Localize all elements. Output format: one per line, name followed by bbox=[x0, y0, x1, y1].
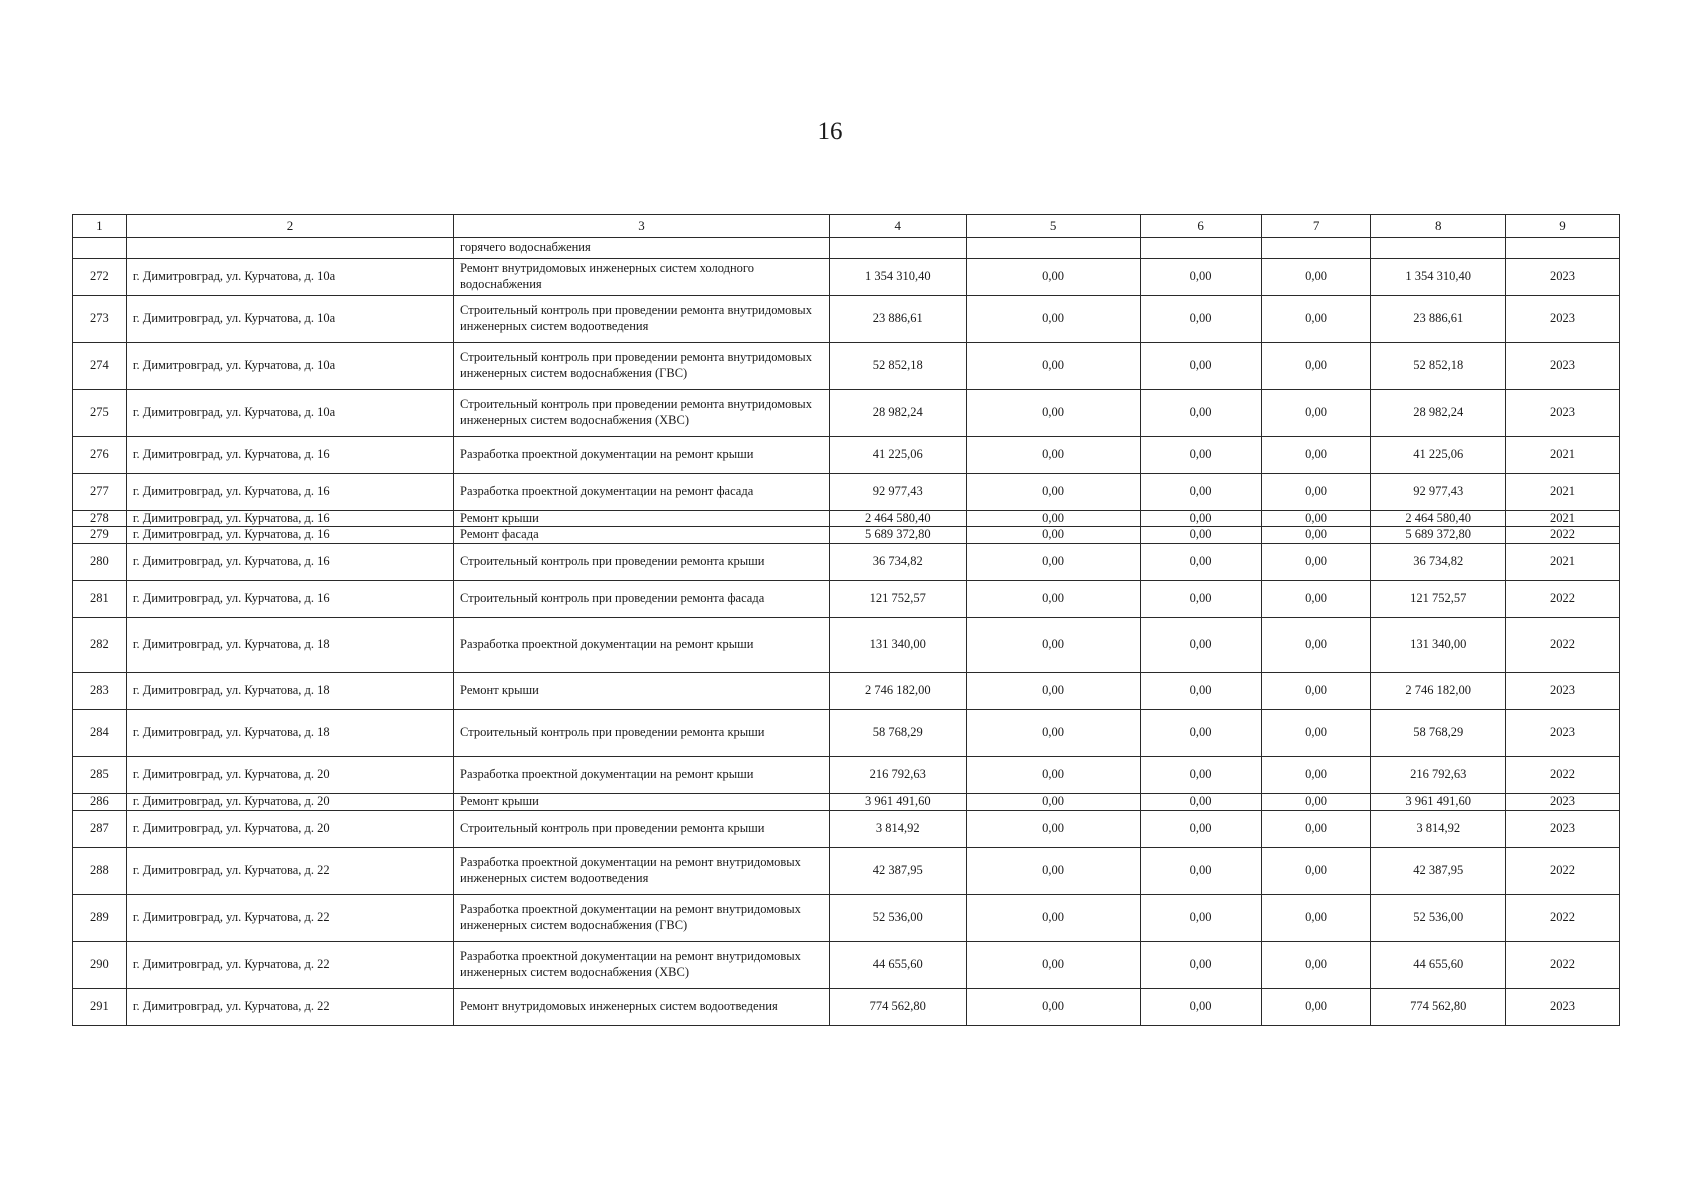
cell-col5: 0,00 bbox=[966, 580, 1140, 617]
cell-col5: 0,00 bbox=[966, 941, 1140, 988]
cell-col4: 28 982,24 bbox=[829, 389, 966, 436]
cell-col4: 23 886,61 bbox=[829, 295, 966, 342]
cell-work: Разработка проектной документации на ремонт внутридомовых инженерных систем водоотведения bbox=[454, 847, 830, 894]
cell-address: г. Димитровград, ул. Курчатова, д. 22 bbox=[126, 894, 453, 941]
cell-col6: 0,00 bbox=[1140, 258, 1261, 295]
cell-col5: 0,00 bbox=[966, 389, 1140, 436]
cell-col6: 0,00 bbox=[1140, 617, 1261, 672]
cell-num: 273 bbox=[73, 295, 127, 342]
capital-repair-table bbox=[72, 214, 1620, 1026]
cell-col4: 52 852,18 bbox=[829, 342, 966, 389]
cell-col5: 0,00 bbox=[966, 894, 1140, 941]
cell-col6: 0,00 bbox=[1140, 793, 1261, 810]
cell-col7: 0,00 bbox=[1261, 672, 1371, 709]
col-header-2: 2 bbox=[126, 215, 453, 238]
cell-address bbox=[126, 238, 453, 259]
col-header-4: 4 bbox=[829, 215, 966, 238]
cell-col8 bbox=[1371, 238, 1506, 259]
table-row bbox=[73, 473, 1620, 510]
col-header-5: 5 bbox=[966, 215, 1140, 238]
cell-col4: 58 768,29 bbox=[829, 709, 966, 756]
table-row bbox=[73, 672, 1620, 709]
cell-address: г. Димитровград, ул. Курчатова, д. 18 bbox=[126, 672, 453, 709]
cell-address: г. Димитровград, ул. Курчатова, д. 16 bbox=[126, 527, 453, 544]
cell-col5: 0,00 bbox=[966, 510, 1140, 527]
cell-num: 278 bbox=[73, 510, 127, 527]
cell-col6: 0,00 bbox=[1140, 527, 1261, 544]
cell-year: 2023 bbox=[1506, 342, 1620, 389]
table-row bbox=[73, 342, 1620, 389]
cell-col4: 774 562,80 bbox=[829, 988, 966, 1025]
cell-address: г. Димитровград, ул. Курчатова, д. 22 bbox=[126, 988, 453, 1025]
col-header-7: 7 bbox=[1261, 215, 1371, 238]
table-row bbox=[73, 580, 1620, 617]
table-row bbox=[73, 510, 1620, 527]
table-row bbox=[73, 389, 1620, 436]
cell-address: г. Димитровград, ул. Курчатова, д. 20 bbox=[126, 810, 453, 847]
cell-col8: 3 814,92 bbox=[1371, 810, 1506, 847]
cell-year: 2023 bbox=[1506, 709, 1620, 756]
cell-work: Разработка проектной документации на ремонт внутридомовых инженерных систем водоснабжения (ХВС) bbox=[454, 941, 830, 988]
cell-col6: 0,00 bbox=[1140, 709, 1261, 756]
cell-work: Ремонт внутридомовых инженерных систем водоотведения bbox=[454, 988, 830, 1025]
cell-col8: 23 886,61 bbox=[1371, 295, 1506, 342]
cell-col6 bbox=[1140, 238, 1261, 259]
cell-col4: 2 464 580,40 bbox=[829, 510, 966, 527]
cell-num: 283 bbox=[73, 672, 127, 709]
table-row bbox=[73, 847, 1620, 894]
cell-address: г. Димитровград, ул. Курчатова, д. 20 bbox=[126, 793, 453, 810]
cell-num: 277 bbox=[73, 473, 127, 510]
cell-address: г. Димитровград, ул. Курчатова, д. 16 bbox=[126, 580, 453, 617]
cell-num: 284 bbox=[73, 709, 127, 756]
cell-num: 285 bbox=[73, 756, 127, 793]
cell-year: 2022 bbox=[1506, 527, 1620, 544]
cell-col6: 0,00 bbox=[1140, 389, 1261, 436]
cell-work: Разработка проектной документации на ремонт крыши bbox=[454, 436, 830, 473]
cell-col8: 42 387,95 bbox=[1371, 847, 1506, 894]
cell-col5: 0,00 bbox=[966, 810, 1140, 847]
cell-num: 282 bbox=[73, 617, 127, 672]
cell-year: 2023 bbox=[1506, 793, 1620, 810]
cell-year bbox=[1506, 238, 1620, 259]
cell-year: 2023 bbox=[1506, 810, 1620, 847]
cell-col8: 216 792,63 bbox=[1371, 756, 1506, 793]
cell-col8: 41 225,06 bbox=[1371, 436, 1506, 473]
col-header-3: 3 bbox=[454, 215, 830, 238]
table-row bbox=[73, 543, 1620, 580]
table-row bbox=[73, 793, 1620, 810]
cell-year: 2021 bbox=[1506, 436, 1620, 473]
col-header-1: 1 bbox=[73, 215, 127, 238]
cell-col4: 216 792,63 bbox=[829, 756, 966, 793]
cell-col5: 0,00 bbox=[966, 847, 1140, 894]
cell-col6: 0,00 bbox=[1140, 295, 1261, 342]
cell-col6: 0,00 bbox=[1140, 580, 1261, 617]
header-row bbox=[73, 215, 1620, 238]
cell-col5: 0,00 bbox=[966, 617, 1140, 672]
cell-num: 280 bbox=[73, 543, 127, 580]
cell-col6: 0,00 bbox=[1140, 436, 1261, 473]
table-row bbox=[73, 988, 1620, 1025]
cell-col6: 0,00 bbox=[1140, 810, 1261, 847]
cell-col8: 2 464 580,40 bbox=[1371, 510, 1506, 527]
cell-col7: 0,00 bbox=[1261, 389, 1371, 436]
cell-col7: 0,00 bbox=[1261, 527, 1371, 544]
cell-col5 bbox=[966, 238, 1140, 259]
cell-address: г. Димитровград, ул. Курчатова, д. 18 bbox=[126, 617, 453, 672]
cell-col8: 774 562,80 bbox=[1371, 988, 1506, 1025]
cell-col6: 0,00 bbox=[1140, 473, 1261, 510]
cell-col6: 0,00 bbox=[1140, 941, 1261, 988]
cell-year: 2022 bbox=[1506, 580, 1620, 617]
cell-year: 2023 bbox=[1506, 389, 1620, 436]
cell-col6: 0,00 bbox=[1140, 847, 1261, 894]
cell-col7: 0,00 bbox=[1261, 756, 1371, 793]
cell-work: Строительный контроль при проведении ремонта крыши bbox=[454, 709, 830, 756]
cell-address: г. Димитровград, ул. Курчатова, д. 22 bbox=[126, 847, 453, 894]
cell-work: Разработка проектной документации на ремонт крыши bbox=[454, 756, 830, 793]
cell-col7: 0,00 bbox=[1261, 543, 1371, 580]
table-row bbox=[73, 258, 1620, 295]
cell-col5: 0,00 bbox=[966, 436, 1140, 473]
cell-col8: 2 746 182,00 bbox=[1371, 672, 1506, 709]
cell-num: 290 bbox=[73, 941, 127, 988]
cell-year: 2023 bbox=[1506, 295, 1620, 342]
cell-work: Ремонт крыши bbox=[454, 793, 830, 810]
cell-col4 bbox=[829, 238, 966, 259]
table-row bbox=[73, 436, 1620, 473]
cell-col7: 0,00 bbox=[1261, 580, 1371, 617]
cell-col7: 0,00 bbox=[1261, 510, 1371, 527]
cell-address: г. Димитровград, ул. Курчатова, д. 16 bbox=[126, 543, 453, 580]
cell-col4: 131 340,00 bbox=[829, 617, 966, 672]
cell-col8: 5 689 372,80 bbox=[1371, 527, 1506, 544]
cell-col8: 44 655,60 bbox=[1371, 941, 1506, 988]
table-row bbox=[73, 941, 1620, 988]
cell-work: Ремонт крыши bbox=[454, 510, 830, 527]
cell-year: 2022 bbox=[1506, 847, 1620, 894]
cell-year: 2021 bbox=[1506, 543, 1620, 580]
cell-num bbox=[73, 238, 127, 259]
cell-address: г. Димитровград, ул. Курчатова, д. 16 bbox=[126, 436, 453, 473]
cell-year: 2023 bbox=[1506, 258, 1620, 295]
cell-col5: 0,00 bbox=[966, 793, 1140, 810]
cell-address: г. Димитровград, ул. Курчатова, д. 10а bbox=[126, 258, 453, 295]
cell-year: 2022 bbox=[1506, 617, 1620, 672]
cell-work: Ремонт фасада bbox=[454, 527, 830, 544]
cell-col7: 0,00 bbox=[1261, 894, 1371, 941]
cell-num: 279 bbox=[73, 527, 127, 544]
cell-address: г. Димитровград, ул. Курчатова, д. 18 bbox=[126, 709, 453, 756]
cell-work: Ремонт внутридомовых инженерных систем холодного водоснабжения bbox=[454, 258, 830, 295]
col-header-8: 8 bbox=[1371, 215, 1506, 238]
cell-col4: 92 977,43 bbox=[829, 473, 966, 510]
cell-work: Разработка проектной документации на ремонт фасада bbox=[454, 473, 830, 510]
cell-col8: 58 768,29 bbox=[1371, 709, 1506, 756]
cell-col7: 0,00 bbox=[1261, 258, 1371, 295]
table-row bbox=[73, 617, 1620, 672]
cell-col6: 0,00 bbox=[1140, 672, 1261, 709]
cell-col8: 121 752,57 bbox=[1371, 580, 1506, 617]
cell-col6: 0,00 bbox=[1140, 510, 1261, 527]
cell-work: Строительный контроль при проведении ремонта крыши bbox=[454, 810, 830, 847]
cell-address: г. Димитровград, ул. Курчатова, д. 20 bbox=[126, 756, 453, 793]
cell-col4: 52 536,00 bbox=[829, 894, 966, 941]
cell-col4: 3 961 491,60 bbox=[829, 793, 966, 810]
cell-address: г. Димитровград, ул. Курчатова, д. 16 bbox=[126, 510, 453, 527]
page-number: 16 bbox=[817, 118, 843, 145]
cell-year: 2022 bbox=[1506, 894, 1620, 941]
cell-work: горячего водоснабжения bbox=[454, 238, 830, 259]
cell-col7: 0,00 bbox=[1261, 436, 1371, 473]
cell-col8: 1 354 310,40 bbox=[1371, 258, 1506, 295]
table-row bbox=[73, 295, 1620, 342]
cell-col6: 0,00 bbox=[1140, 988, 1261, 1025]
cell-num: 287 bbox=[73, 810, 127, 847]
cell-num: 286 bbox=[73, 793, 127, 810]
cell-col6: 0,00 bbox=[1140, 756, 1261, 793]
cell-col6: 0,00 bbox=[1140, 894, 1261, 941]
cell-col5: 0,00 bbox=[966, 258, 1140, 295]
cell-num: 291 bbox=[73, 988, 127, 1025]
cell-year: 2023 bbox=[1506, 988, 1620, 1025]
cell-col7: 0,00 bbox=[1261, 709, 1371, 756]
cell-col8: 52 852,18 bbox=[1371, 342, 1506, 389]
cell-num: 276 bbox=[73, 436, 127, 473]
cell-col7: 0,00 bbox=[1261, 793, 1371, 810]
cell-address: г. Димитровград, ул. Курчатова, д. 10а bbox=[126, 389, 453, 436]
table-body bbox=[73, 238, 1620, 1026]
cell-num: 288 bbox=[73, 847, 127, 894]
cell-col5: 0,00 bbox=[966, 988, 1140, 1025]
cell-col4: 2 746 182,00 bbox=[829, 672, 966, 709]
table-row bbox=[73, 709, 1620, 756]
cell-work: Строительный контроль при проведении ремонта внутридомовых инженерных систем водоотведения bbox=[454, 295, 830, 342]
cell-col4: 44 655,60 bbox=[829, 941, 966, 988]
cell-col5: 0,00 bbox=[966, 709, 1140, 756]
cell-col5: 0,00 bbox=[966, 543, 1140, 580]
cell-col7: 0,00 bbox=[1261, 988, 1371, 1025]
cell-col7: 0,00 bbox=[1261, 941, 1371, 988]
col-header-9: 9 bbox=[1506, 215, 1620, 238]
cell-col5: 0,00 bbox=[966, 527, 1140, 544]
cell-address: г. Димитровград, ул. Курчатова, д. 10а bbox=[126, 342, 453, 389]
cell-address: г. Димитровград, ул. Курчатова, д. 16 bbox=[126, 473, 453, 510]
cell-col7: 0,00 bbox=[1261, 617, 1371, 672]
cell-work: Ремонт крыши bbox=[454, 672, 830, 709]
cell-col8: 28 982,24 bbox=[1371, 389, 1506, 436]
cell-col4: 121 752,57 bbox=[829, 580, 966, 617]
cell-col4: 5 689 372,80 bbox=[829, 527, 966, 544]
cell-col5: 0,00 bbox=[966, 295, 1140, 342]
cell-work: Строительный контроль при проведении ремонта крыши bbox=[454, 543, 830, 580]
cell-col4: 42 387,95 bbox=[829, 847, 966, 894]
cell-col7: 0,00 bbox=[1261, 473, 1371, 510]
cell-year: 2021 bbox=[1506, 510, 1620, 527]
cell-address: г. Димитровград, ул. Курчатова, д. 10а bbox=[126, 295, 453, 342]
cell-col6: 0,00 bbox=[1140, 543, 1261, 580]
cell-col6: 0,00 bbox=[1140, 342, 1261, 389]
table-row bbox=[73, 756, 1620, 793]
cell-col7 bbox=[1261, 238, 1371, 259]
cell-col5: 0,00 bbox=[966, 672, 1140, 709]
table-row bbox=[73, 894, 1620, 941]
cell-col7: 0,00 bbox=[1261, 810, 1371, 847]
cell-work: Строительный контроль при проведении ремонта фасада bbox=[454, 580, 830, 617]
table-row bbox=[73, 810, 1620, 847]
cell-num: 281 bbox=[73, 580, 127, 617]
cell-num: 289 bbox=[73, 894, 127, 941]
cell-num: 272 bbox=[73, 258, 127, 295]
cell-col7: 0,00 bbox=[1261, 295, 1371, 342]
cell-col5: 0,00 bbox=[966, 473, 1140, 510]
cell-address: г. Димитровград, ул. Курчатова, д. 22 bbox=[126, 941, 453, 988]
cell-col8: 92 977,43 bbox=[1371, 473, 1506, 510]
cell-col7: 0,00 bbox=[1261, 847, 1371, 894]
cell-work: Разработка проектной документации на ремонт крыши bbox=[454, 617, 830, 672]
cell-col8: 3 961 491,60 bbox=[1371, 793, 1506, 810]
cell-year: 2022 bbox=[1506, 941, 1620, 988]
cell-col8: 52 536,00 bbox=[1371, 894, 1506, 941]
cell-col4: 36 734,82 bbox=[829, 543, 966, 580]
cell-work: Разработка проектной документации на ремонт внутридомовых инженерных систем водоснабжения (ГВС) bbox=[454, 894, 830, 941]
cell-work: Строительный контроль при проведении ремонта внутридомовых инженерных систем водоснабжения (ГВС) bbox=[454, 342, 830, 389]
cell-col4: 3 814,92 bbox=[829, 810, 966, 847]
col-header-6: 6 bbox=[1140, 215, 1261, 238]
cell-col5: 0,00 bbox=[966, 756, 1140, 793]
cell-year: 2021 bbox=[1506, 473, 1620, 510]
cell-col8: 131 340,00 bbox=[1371, 617, 1506, 672]
cell-col4: 1 354 310,40 bbox=[829, 258, 966, 295]
continuation-row bbox=[73, 238, 1620, 259]
cell-work: Строительный контроль при проведении ремонта внутридомовых инженерных систем водоснабжения (ХВС) bbox=[454, 389, 830, 436]
cell-col7: 0,00 bbox=[1261, 342, 1371, 389]
table-row bbox=[73, 527, 1620, 544]
cell-year: 2023 bbox=[1506, 672, 1620, 709]
cell-col8: 36 734,82 bbox=[1371, 543, 1506, 580]
cell-col4: 41 225,06 bbox=[829, 436, 966, 473]
cell-year: 2022 bbox=[1506, 756, 1620, 793]
cell-col5: 0,00 bbox=[966, 342, 1140, 389]
cell-num: 274 bbox=[73, 342, 127, 389]
cell-num: 275 bbox=[73, 389, 127, 436]
